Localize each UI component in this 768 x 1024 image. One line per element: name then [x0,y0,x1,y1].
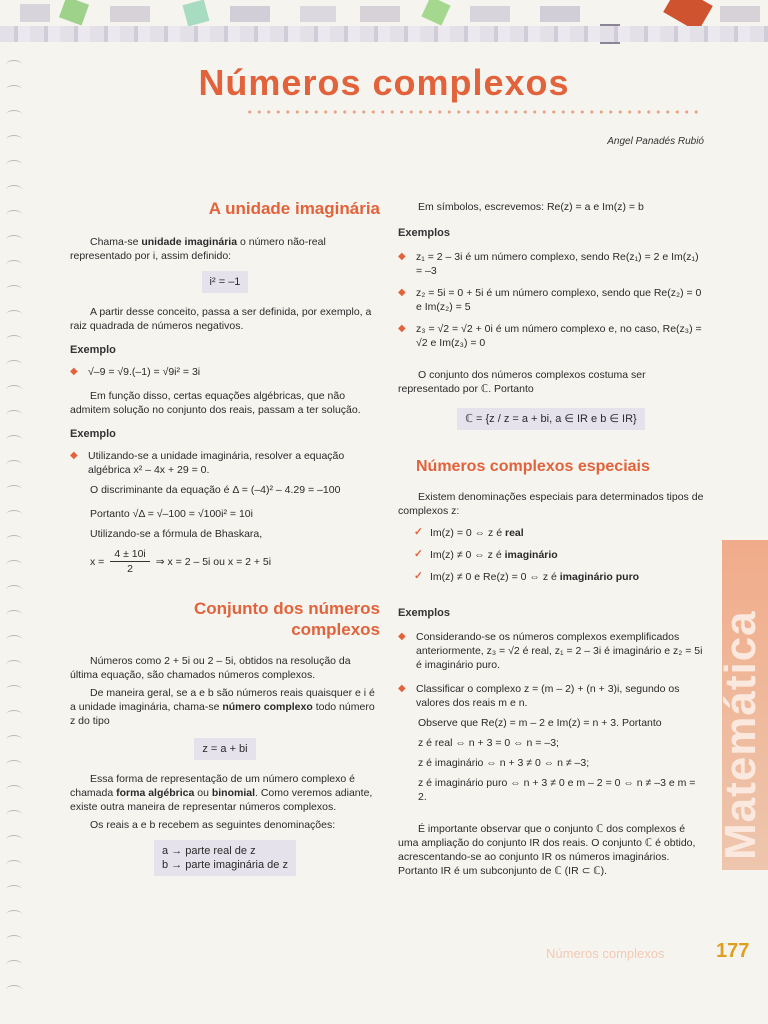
binding-ring [6,410,22,419]
binding-ring [6,660,22,669]
term: imaginário [504,549,558,561]
decorative-header-bar [0,0,768,46]
binding-ring [6,710,22,719]
equation-line: z é imaginário ⇔ n + 3 ≠ 0 ⇔ n ≠ –3; [418,757,590,769]
fraction [110,547,149,576]
examples-label: Exemplos [398,607,450,619]
classification-real [414,526,704,540]
text: Im(z) ≠ 0 ⇔ z é [430,549,505,561]
example-item: ◆ z₂ = 5i = 0 + 5i é um número complexo, sendo que Re(z₂) = 0 e Im(z₂) = 5 [398,286,704,314]
set-definition-box: ℂ = {z / z = a + bi, a ∈ IR e b ∈ IR} [457,408,644,430]
text: . Como veremos adiante, existe outra maneira de representar números complexos. [70,787,373,813]
text: Essa forma de representação de um número complexo é chamada [70,773,355,799]
binding-ring [6,110,22,119]
text: Im(z) = 0 ⇔ z é [430,527,505,539]
text: o número não-real representado por i, assim definido: [70,236,326,262]
equation-line: O discriminante da equação é Δ = (–4)² – 4.29 = –100 [90,484,341,496]
binding-ring [6,910,22,919]
text: Chama-se [90,236,142,248]
paragraph: A partir desse conceito, passa a ser definida, por exemplo, a raiz quadrada de números negativos. [70,306,372,332]
example-item: ◆ z₃ = √2 = √2 + 0i é um número complexo e, no caso, Re(z₃) = √2 e Im(z₃) = 0 [398,322,704,350]
binding-ring [6,760,22,769]
binding-ring [6,510,22,519]
example-item: ◆ Utilizando-se a unidade imaginária, resolver a equação algébrica x² – 4x + 29 = 0. [70,449,380,477]
binding-ring [6,435,22,444]
paragraph: Em símbolos, escrevemos: Re(z) = a e Im(z) = b [418,201,644,213]
classification-imaginary [414,548,704,562]
section-title-complex-set [70,598,380,640]
text: x = [90,555,105,568]
denominations-box [154,840,296,876]
equation-line: z é real ⇔ n + 3 = 0 ⇔ n = –3; [418,737,559,749]
title-line: complexos [291,620,380,639]
paragraph: Existem denominações especiais para determinados tipos de complexos z: [398,491,704,517]
classification-pure-imaginary [414,570,704,584]
binding-ring [6,860,22,869]
binding-ring [6,885,22,894]
definition-box: z = a + bi [194,738,255,760]
binding-ring [6,385,22,394]
binding-ring [6,635,22,644]
binding-ring [6,335,22,344]
example-item: ◆ Classificar o complexo z = (m – 2) + (n + 3)i, segundo os valores dos reais m e n. [398,682,704,710]
binding-ring [6,160,22,169]
binding-ring [6,985,22,994]
binding-ring [6,585,22,594]
section-title-imaginary-unit: A unidade imaginária [208,199,380,218]
term-imaginary-unit: unidade imaginária [141,236,238,248]
title-dotted-rule [245,108,700,116]
binding-ring [6,735,22,744]
definition-box: i² = –1 [202,271,249,293]
binding-ring [6,210,22,219]
binding-ring [6,685,22,694]
equation-line: z é imaginário puro ⇔ n + 3 ≠ 0 e m – 2 = 0 ⇔ n ≠ –3 e m = 2. [418,777,696,803]
text: ⇒ x = 2 – 5i ou x = 2 + 5i [155,555,272,568]
binding-ring [6,960,22,969]
binding-ring [6,835,22,844]
binding-ring [6,185,22,194]
examples-label: Exemplos [398,227,450,239]
paragraph: Em função disso, certas equações algébricas, que não admitem solução no conjunto dos reais, passam a ter solução. [70,390,361,416]
box-line: b → parte imaginária de z [162,859,288,871]
example-item: ◆ Considerando-se os números complexos exemplificados anteriormente, z₃ = √2 é real, z₁ = 2 – 3i é imaginário e z₂ = 5i é imaginário puro. [398,630,704,672]
paragraph [70,686,380,728]
binding-ring [6,535,22,544]
binding-ring [6,610,22,619]
page-title: Números complexos [198,62,570,103]
author: Angel Panadés Rubió [607,136,704,147]
binding-ring [6,810,22,819]
paragraph: Números como 2 + 5i ou 2 – 5i, obtidos na resolução da última equação, são chamados números complexos. [70,655,351,681]
equation-line: Utilizando-se a fórmula de Bhaskara, [90,528,263,540]
right-column [398,200,704,882]
page-number: 177 [716,940,750,962]
binding-ring [6,235,22,244]
paragraph: É importante observar que o conjunto ℂ dos complexos é uma ampliação do conjunto IR dos reais. O conjunto ℂ é obtido, acrescentando-se ao conjunto IR os números imaginários. Portanto IR é um subconjunto de ℂ (IR ⊂ ℂ). [398,823,696,877]
binding-ring [6,560,22,569]
text: ou [194,787,212,799]
bhaskara-formula [70,547,380,576]
binding-ring [6,785,22,794]
left-column [70,198,380,876]
watermark-text: Matemática [716,610,765,860]
fraction-denominator: 2 [127,563,133,575]
side-watermark [716,540,768,870]
example-label: Exemplo [70,344,116,356]
paragraph: Os reais a e b recebem as seguintes denominações: [90,819,336,831]
term: imaginário puro [559,571,640,583]
term-algebraic-form: forma algébrica [116,787,195,799]
binding-ring [6,485,22,494]
term: real [504,527,524,539]
spiral-binding [0,60,28,1020]
binding-ring [6,285,22,294]
box-line: a → parte real de z [162,845,256,857]
example-item: ◆ √–9 = √9.(–1) = √9i² = 3i [70,365,380,379]
binding-ring [6,135,22,144]
example-label: Exemplo [70,428,116,440]
example-item: ◆ z₁ = 2 – 3i é um número complexo, sendo Re(z₁) = 2 e Im(z₁) = –3 [398,250,704,278]
binding-ring [6,935,22,944]
binding-ring [6,460,22,469]
section-title-special-complex: Números complexos especiais [416,458,650,475]
text: De maneira geral, se a e b são números reais quaisquer e i é a unidade imaginária, chama-se [70,687,375,713]
title-line: Conjunto dos números [193,599,380,618]
term-complex-number: número complexo [222,701,313,713]
text: Im(z) ≠ 0 e Re(z) = 0 ⇔ z é [430,571,560,583]
paragraph: O conjunto dos números complexos costuma ser representado por ℂ. Portanto [398,369,646,395]
term-binomial: binomial [211,787,256,799]
text: todo número z do tipo [70,701,375,727]
paragraph [70,235,380,263]
equation-line: Observe que Re(z) = m – 2 e Im(z) = n + 3. Portanto [418,717,662,729]
equation-line: Portanto √Δ = √–100 = √100i² = 10i [90,508,253,520]
binding-ring [6,360,22,369]
binding-ring [6,260,22,269]
footer-label: Números complexos [546,946,665,961]
paragraph [70,772,380,814]
fraction-numerator: 4 ± 10i [110,547,149,562]
binding-ring [6,310,22,319]
